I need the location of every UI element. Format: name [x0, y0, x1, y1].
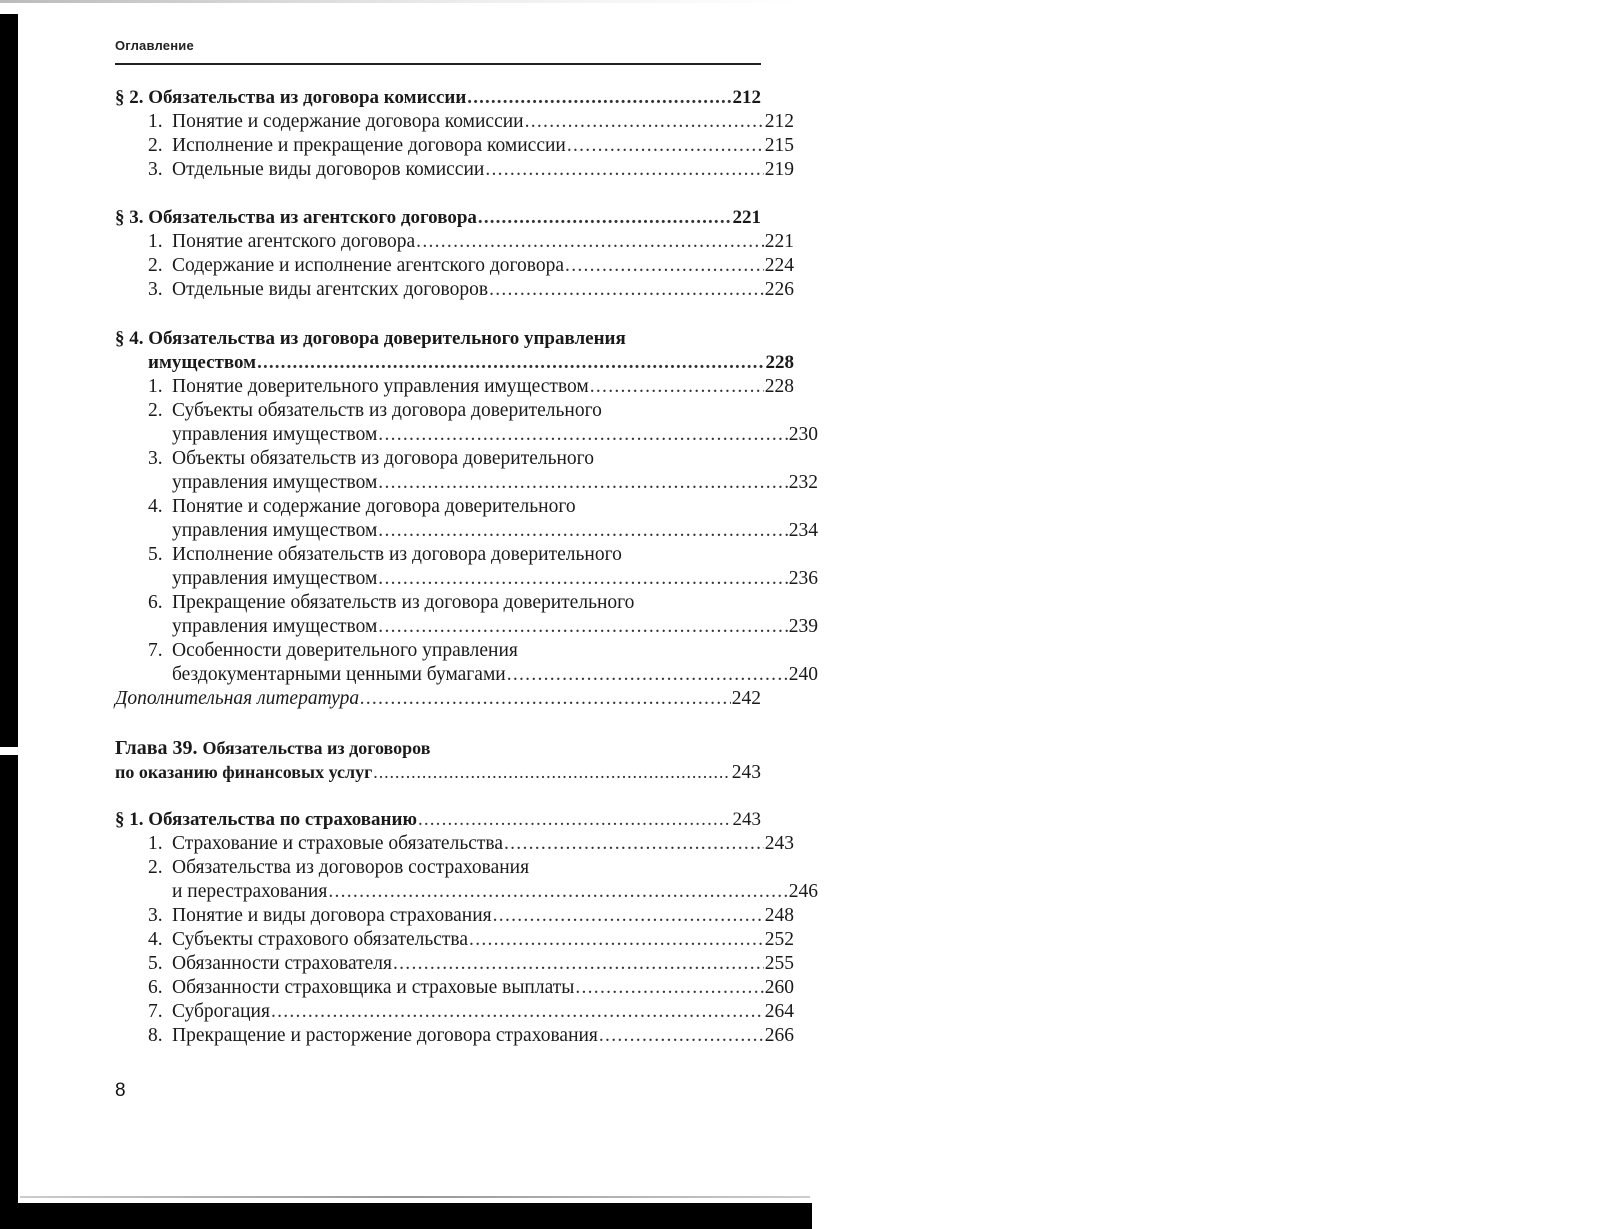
scan-left-border	[0, 14, 18, 747]
toc-item: 5. Обязанности страхователя . . . 255	[115, 952, 794, 976]
toc-item: 3. Отдельные виды агентских договоров . . . 226	[115, 278, 794, 302]
toc-section-4-cont: имуществом . . . 228	[115, 351, 794, 375]
toc-chapter-39	[115, 736, 761, 760]
toc-section-2	[115, 86, 761, 110]
toc-item-cont: управления имуществом . . . 236	[115, 567, 818, 591]
toc-item: 2. Исполнение и прекращение договора комиссии . . . 215	[115, 134, 794, 158]
toc-additional-literature: Дополнительная литература . . . 242	[115, 687, 761, 711]
toc-item-cont: управления имуществом . . . 230	[115, 423, 818, 447]
toc-item: 1. Понятие и содержание договора комиссии . . . 212	[115, 110, 794, 134]
toc-item: 1. Понятие агентского договора . . . 221	[115, 230, 794, 254]
toc-item-cont: управления имуществом . . . 239	[115, 615, 818, 639]
toc-section-title: § 4. Обязательства из договора доверительного управления	[115, 328, 626, 349]
toc-item: 4. Субъекты страхового обязательства . . . 252	[115, 928, 794, 952]
chapter-title: Обязательства из договоров	[202, 738, 431, 758]
scan-left-gap	[0, 747, 22, 755]
toc-section-title: § 2. Обязательства из договора комиссии	[115, 87, 467, 108]
toc-item: 8. Прекращение и расторжение договора страхования . . . 266	[115, 1024, 794, 1048]
toc-item: 1. Понятие доверительного управления имуществом . . . 228	[115, 375, 794, 399]
toc-item-cont: и перестрахования . . . 246	[115, 880, 818, 904]
running-head: Оглавление	[115, 38, 194, 53]
toc-item: 1. Страхование и страховые обязательства . . . 243	[115, 832, 794, 856]
toc-item: 2. Субъекты обязательств из договора доверительного	[148, 400, 602, 421]
page-number: 8	[115, 1080, 126, 1101]
chapter-label: Глава 39.	[115, 737, 203, 759]
toc-item: 2. Содержание и исполнение агентского договора . . . 224	[115, 254, 794, 278]
toc-item: 5. Исполнение обязательств из договора доверительного	[148, 544, 622, 565]
toc-section-title: § 3. Обязательства из агентского договора	[115, 207, 477, 228]
toc-item-cont: управления имуществом . . . 232	[115, 471, 818, 495]
toc-item: 2. Обязательства из договоров сострахования	[148, 857, 530, 878]
toc-item: 6. Обязанности страховщика и страховые выплаты . . . 260	[115, 976, 794, 1000]
toc-item: 7. Особенности доверительного управления	[148, 640, 518, 661]
scan-left-border-lower	[0, 755, 18, 1229]
toc-item: 4. Понятие и содержание договора доверительного	[148, 496, 576, 517]
toc-item-cont: управления имуществом . . . 234	[115, 519, 818, 543]
toc-chapter-39-cont: по оказанию финансовых услуг . . . 243	[115, 760, 761, 784]
toc-item: 3. Понятие и виды договора страхования . . . 248	[115, 904, 794, 928]
header-rule	[115, 63, 761, 65]
toc-section-4	[115, 327, 761, 351]
scan-bottom-line	[20, 1196, 810, 1198]
toc-page: 212	[732, 87, 761, 108]
toc-item: 6. Прекращение обязательств из договора доверительного	[148, 592, 635, 613]
toc-item: 3. Объекты обязательств из договора доверительного	[148, 448, 594, 469]
toc-section-3: § 3. Обязательства из агентского договора . . . 221	[115, 206, 761, 230]
toc-item: 7. Суброгация . . . 264	[115, 1000, 794, 1024]
toc-item: 3. Отдельные виды договоров комиссии . . . 219	[115, 158, 794, 182]
toc-item-cont: бездокументарными ценными бумагами . . . 240	[115, 663, 818, 687]
toc-section-title: § 1. Обязательства по страхованию	[115, 809, 417, 830]
scan-bottom-border	[0, 1203, 812, 1229]
toc-section-1: § 1. Обязательства по страхованию . . . 243	[115, 808, 761, 832]
scan-top-edge	[0, 0, 800, 3]
